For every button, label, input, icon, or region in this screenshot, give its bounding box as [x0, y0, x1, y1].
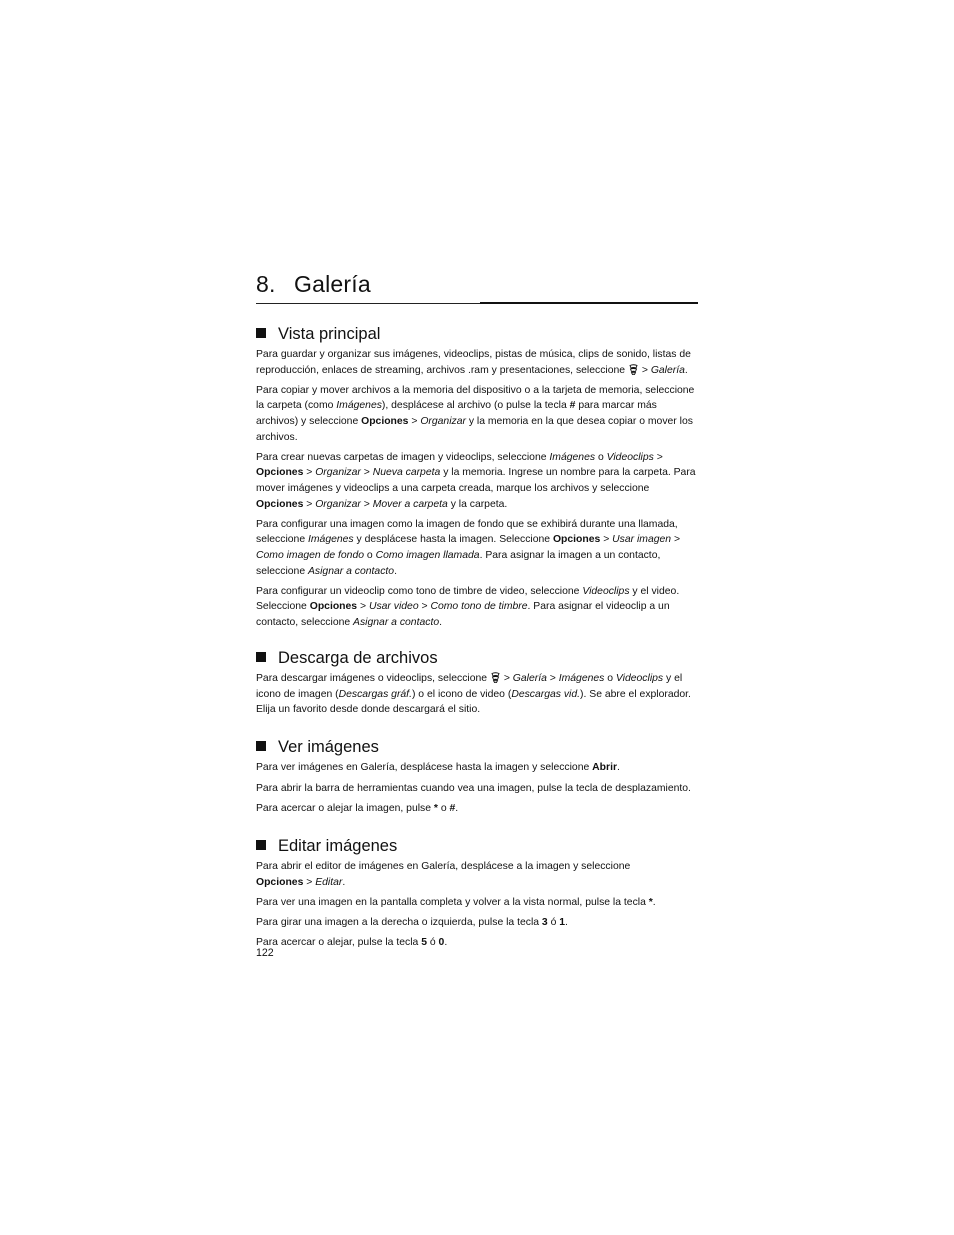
- paragraph: Para acercar o alejar, pulse la tecla 5 ó 0.: [256, 937, 448, 949]
- paragraph: Para crear nuevas carpetas de imagen y videoclips, seleccione Imágenes o Videoclips > Opciones > Organizar > Nueva carpeta y la memoria. Ingrese un nombre para la carpeta. Para mover imágenes y videoclips a una carpeta creada, marque los archivos y seleccione Opciones > Organizar > Mover a carpeta y la carpeta.: [256, 451, 696, 510]
- menu-key-icon: [629, 364, 638, 375]
- paragraph: Para ver una imagen en la pantalla completa y volver a la vista normal, pulse la tecla *.: [256, 896, 656, 908]
- paragraph: Para abrir la barra de herramientas cuando vea una imagen, pulse la tecla de desplazamiento.: [256, 782, 691, 794]
- square-bullet-icon: [256, 840, 266, 850]
- page-content: [256, 266, 698, 955]
- section-heading-vista-principal: Vista principal: [256, 323, 698, 345]
- paragraph: Para configurar un videoclip como tono de timbre de video, seleccione Videoclips y el video. Seleccione Opciones > Usar video > Como tono de timbre. Para asignar el videoclip a un contacto, seleccione Asignar a contacto.: [256, 585, 680, 628]
- paragraph: Para acercar o alejar la imagen, pulse * o #.: [256, 802, 459, 814]
- square-bullet-icon: [256, 741, 266, 751]
- chapter-title: [256, 266, 698, 302]
- paragraph: Para ver imágenes en Galería, desplácese hasta la imagen y seleccione Abrir.: [256, 762, 620, 774]
- paragraph: Para descargar imágenes o videoclips, seleccione > Galería > Imágenes o Videoclips y el icono de imagen (Descargas gráf.) o el icono de video (Descargas vid.). Se abre el explorador. Elija un favorito desde donde descargará el sitio.: [256, 673, 691, 716]
- section-heading-descarga: Descarga de archivos: [256, 647, 698, 669]
- section-heading-ver-imagenes: Ver imágenes: [256, 736, 698, 758]
- paragraph: Para copiar y mover archivos a la memoria del dispositivo o a la tarjeta de memoria, seleccione la carpeta (como Imágenes), desplácese al archivo (o pulse la tecla # para marcar más archivos) y seleccione Opciones > Organizar y la memoria en la que desea copiar o mover los archivos.: [256, 384, 695, 443]
- paragraph: Para abrir el editor de imágenes en Galería, desplácese a la imagen y seleccione Opciones > Editar.: [256, 861, 631, 888]
- chapter-number: 8.: [256, 271, 276, 297]
- chapter-rule: [256, 302, 698, 304]
- menu-key-icon: [491, 672, 500, 683]
- square-bullet-icon: [256, 652, 266, 662]
- paragraph: Para guardar y organizar sus imágenes, videoclips, pistas de música, clips de sonido, listas de reproducción, enlaces de streaming, archivos .ram y presentaciones, seleccione > Galería.: [256, 349, 691, 376]
- chapter-title-text: Galería: [294, 271, 371, 297]
- square-bullet-icon: [256, 328, 266, 338]
- section-heading-editar-imagenes: Editar imágenes: [256, 835, 698, 857]
- paragraph: Para girar una imagen a la derecha o izquierda, pulse la tecla 3 ó 1.: [256, 916, 568, 928]
- paragraph: Para configurar una imagen como la imagen de fondo que se exhibirá durante una llamada, seleccione Imágenes y desplácese hasta la imagen. Seleccione Opciones > Usar imagen > Como imagen de fondo o Como imagen llamada. Para asignar la imagen a un contacto, seleccione Asignar a contacto.: [256, 518, 681, 577]
- page-number: 122: [256, 947, 274, 959]
